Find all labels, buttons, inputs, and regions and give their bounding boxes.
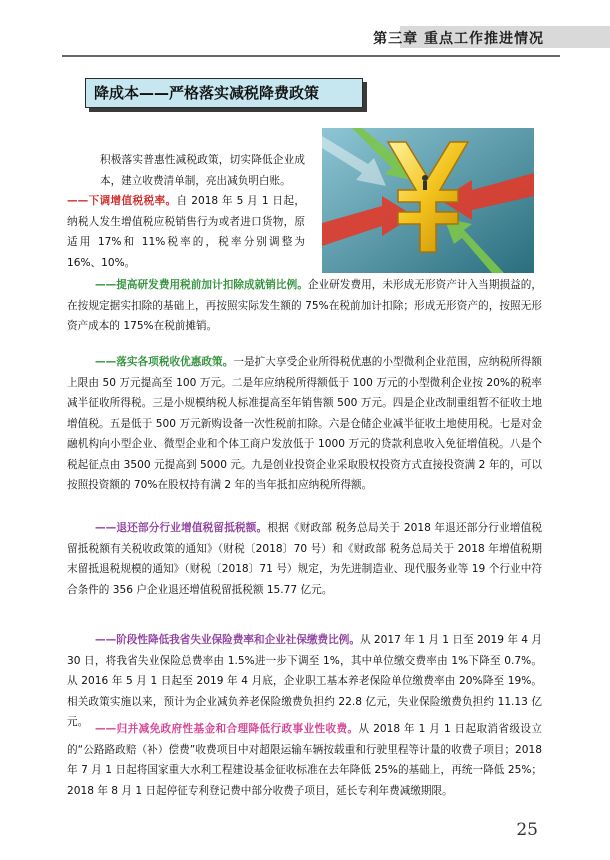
paragraph-lead: ——退还部分行业增值税留抵税额。 — [95, 522, 268, 534]
paragraph-lead: ——提高研发费用税前加计扣除成就销比例。 — [95, 279, 308, 291]
paragraph-body: 一是扩大享受企业所得税优惠的小型微利企业范围，应纳税所得额上限由 50 万元提高至 100 万元。二是年应纳税所得额低于 100 万元的小型微利企业按 20%的税率减半征收所得税。三是小规模纳税人标准提高至年销售额 500 万元。四是企业改制重组暂不征收土地增值税。五是低于 500 万元新购设备一次性税前扣除。六是仓储企业减半征收土地使用税。七是对金融机构向小型企业、微型企业和个体工商户发放低于 1000 万元的贷款利息收入免征增值税。八是个税起征点由 3500 元提高到 5000 元。九是创业投资企业采取股权投资方式直接投资满 2 年的，可以按照投资额的 70%在股权持有满 2 年的当年抵扣应纳税所得额。 — [67, 356, 543, 491]
yuan-sign-illustration — [322, 128, 534, 273]
paragraph-body: 自 2018 年 5 月 1 日起，纳税人发生增值税应税销售行为或者进口货物，原适用 17%和 11%税率的，税率分别调整为 16%、10%。 — [67, 195, 305, 269]
paragraph-tax-incentives — [67, 352, 542, 496]
paragraph-vat-refund — [67, 518, 542, 600]
paragraph-vat-rate — [67, 191, 305, 273]
header-rule — [62, 55, 560, 57]
paragraph-body: 从 2018 年 1 月 1 日起取消省级设立的“公路路政赔（补）偿费”收费项目中对超限运输车辆按载重和行驶里程等计量的收费子项目；2018 年 7 月 1 日起将国家重大水利工程建设基金征收标准在去年降低 25%的基础上，再统一降低 25%；2018 年 8 月 1 日起停征专利登记费中部分收费子项目，延长专利年费减缴期限。 — [67, 723, 542, 797]
intro-text: 积极落实普惠性减税政策，切实降低企业成本，建立收费清单制，亮出减负明白账。 — [100, 154, 305, 187]
section-title-box — [85, 78, 363, 108]
paragraph-lead: ——下调增值税税率。 — [67, 195, 177, 207]
intro-paragraph — [100, 150, 305, 191]
paragraph-lead: ——归并减免政府性基金和合理降低行政事业性收费。 — [95, 723, 359, 735]
page-header — [0, 0, 610, 62]
paragraph-lead: ——落实各项税收优惠政策。 — [95, 356, 234, 368]
page-number: 25 — [516, 820, 538, 840]
section-title: 降成本——严格落实减税降费政策 — [94, 84, 320, 102]
yuan-sign-with-arrows-image — [322, 128, 534, 273]
paragraph-rd-deduction — [67, 275, 542, 337]
chapter-title: 第三章 重点工作推进情况 — [373, 31, 544, 47]
paragraph-fund-reduction — [67, 719, 542, 801]
paragraph-body: 企业研发费用，未形成无形资产计入当期损益的，在按规定据实扣除的基础上，再按照实际发生额的 75%在税前加计扣除；形成无形资产的，按照无形资产成本的 175%在税前摊销。 — [67, 279, 543, 332]
paragraph-insurance-rate — [67, 630, 542, 733]
paragraph-lead: ——阶段性降低我省失业保险费率和企业社保缴费比例。 — [95, 634, 360, 646]
paragraph-body: 根据《财政部 税务总局关于 2018 年退还部分行业增值税留抵税额有关税收政策的通知》（财税〔2018〕70 号）和《财政部 税务总局关于 2018 年增值税期末留抵退税规模的通知》（财税〔2018〕71 号）规定，为先进制造业、现代服务业等 19 个行业中符合条件的 356 户企业退还增值税留抵税额 15.77 亿元。 — [67, 522, 543, 596]
paragraph-body: 从 2017 年 1 月 1 日至 2019 年 4 月 30 日，将我省失业保险总费率由 1.5%进一步下调至 1%，其中单位缴交费率由 1%下降至 0.7%。从 2016 年 5 月 1 日起至 2019 年 4 月底，企业职工基本养老保险单位缴费率由 20%降至 19%。相关政策实施以来，预计为企业减负养老保险缴费负担约 22.8 亿元，失业保险缴费负担约 11.13 亿元。 — [67, 634, 542, 728]
